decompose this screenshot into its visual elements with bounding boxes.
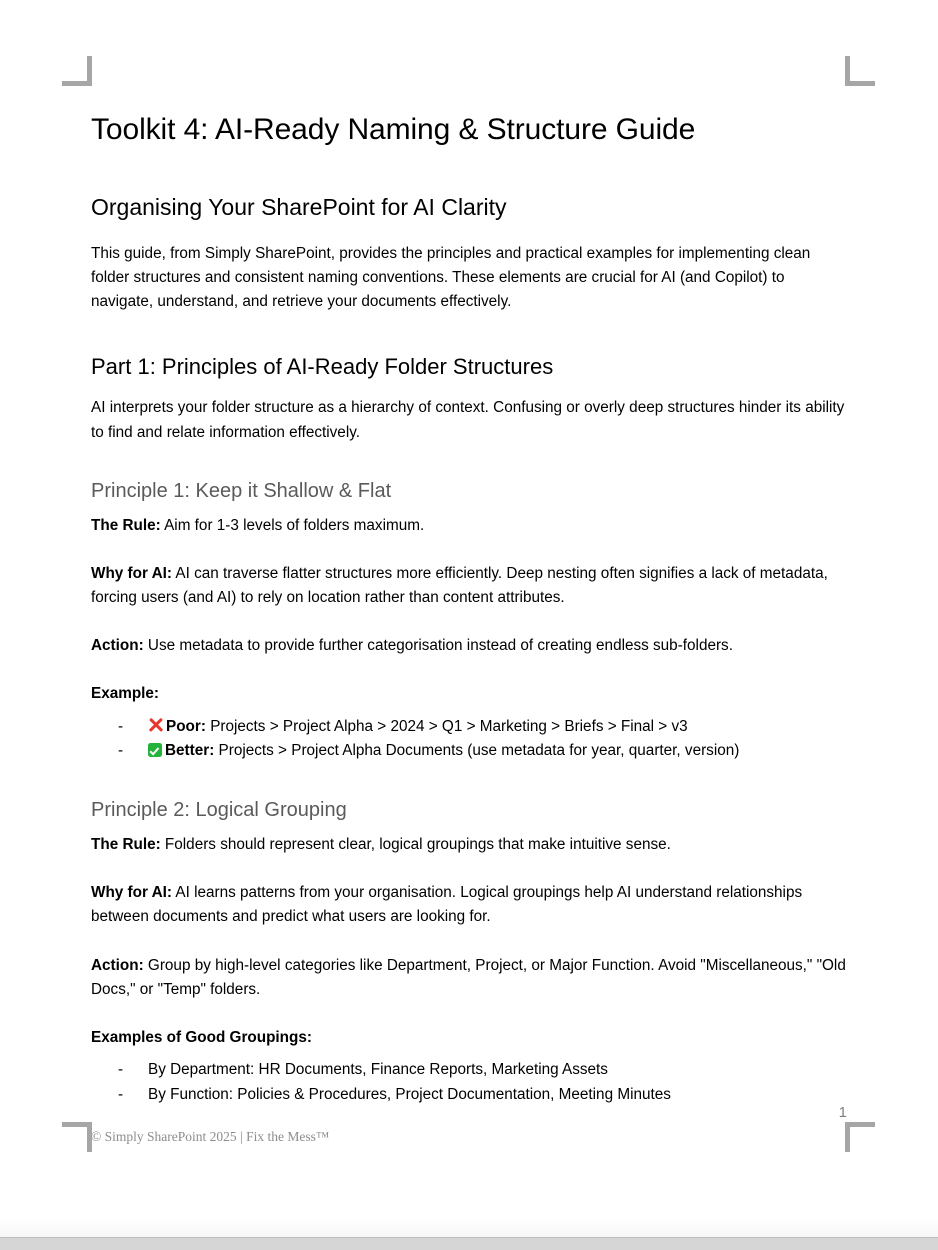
check-mark-button-icon bbox=[148, 743, 162, 757]
document-subtitle: Organising Your SharePoint for AI Clarity bbox=[91, 194, 507, 220]
bullet-text: By Function: Policies & Procedures, Project Documentation, Meeting Minutes bbox=[148, 1085, 671, 1103]
part-1-intro: AI interprets your folder structure as a hierarchy of context. Confusing or overly deep structures hinder its ability to find and relate information effectively. bbox=[91, 399, 845, 441]
part-1-heading: Part 1: Principles of AI-Ready Folder Structures bbox=[91, 354, 554, 380]
principle-1-action bbox=[91, 634, 847, 658]
crop-mark-bottom-right-icon bbox=[845, 1122, 875, 1152]
bullet-text: Projects > Project Alpha > 2024 > Q1 > Marketing > Briefs > Final > v3 bbox=[205, 717, 688, 735]
action-label: Action: bbox=[91, 956, 144, 974]
list-item bbox=[91, 739, 847, 764]
principle-2-rule bbox=[91, 833, 847, 857]
list-item bbox=[91, 715, 847, 740]
page-title: Toolkit 4: AI-Ready Naming & Structure Guide bbox=[91, 113, 696, 146]
principle-1-example-label: Example: bbox=[91, 685, 160, 703]
principle-1-rule bbox=[91, 514, 847, 538]
rule-label: The Rule: bbox=[91, 836, 161, 854]
page-number: 1 bbox=[838, 1104, 847, 1121]
list-item bbox=[91, 1058, 847, 1083]
action-text: Group by high-level categories like Department, Project, or Major Function. Avoid "Miscellaneous," "Old Docs," or "Temp" folders. bbox=[91, 956, 846, 998]
why-text: AI can traverse flatter structures more efficiently. Deep nesting often signifies a lack of metadata, forcing users (and AI) to rely on location rather than content attributes. bbox=[91, 564, 828, 607]
bullet-label: Poor: bbox=[166, 717, 206, 735]
bullet-text: By Department: HR Documents, Finance Reports, Marketing Assets bbox=[148, 1061, 608, 1079]
crop-mark-bottom-left-icon bbox=[62, 1122, 92, 1152]
principle-1-example-list bbox=[91, 715, 847, 765]
principle-2-action bbox=[91, 954, 847, 1002]
action-text: Use metadata to provide further categorisation instead of creating endless sub-folders. bbox=[143, 637, 733, 655]
action-label: Action: bbox=[91, 637, 144, 655]
intro-paragraph: This guide, from Simply SharePoint, provides the principles and practical examples for implementing clean folder structures and consistent naming conventions. These elements are crucial for AI (and Copilot) to navigate, understand, and retrieve your documents effectively. bbox=[91, 244, 811, 310]
viewer-page-fade bbox=[0, 1196, 938, 1237]
principle-2-heading: Principle 2: Logical Grouping bbox=[91, 799, 347, 822]
principle-2-example-list bbox=[91, 1058, 847, 1108]
document-content bbox=[91, 112, 847, 1108]
rule-label: The Rule: bbox=[91, 516, 161, 534]
rule-text: Aim for 1-3 levels of folders maximum. bbox=[160, 516, 425, 534]
cross-mark-icon bbox=[148, 718, 163, 733]
list-dash: - bbox=[118, 742, 124, 760]
principle-2-examples-label: Examples of Good Groupings: bbox=[91, 1028, 312, 1046]
footer-copyright: © Simply SharePoint 2025 | Fix the Mess™ bbox=[91, 1129, 330, 1144]
list-dash: - bbox=[118, 1061, 124, 1079]
bullet-text: Projects > Project Alpha Documents (use metadata for year, quarter, version) bbox=[214, 742, 740, 760]
list-dash: - bbox=[118, 1085, 124, 1103]
principle-1-why bbox=[91, 562, 847, 610]
list-dash: - bbox=[118, 717, 124, 735]
viewer-bottom-bar[interactable] bbox=[0, 1237, 938, 1250]
rule-text: Folders should represent clear, logical groupings that make intuitive sense. bbox=[160, 836, 671, 854]
bullet-label: Better: bbox=[165, 742, 215, 760]
principle-1-heading: Principle 1: Keep it Shallow & Flat bbox=[91, 479, 392, 502]
crop-mark-top-right-icon bbox=[845, 56, 875, 86]
crop-mark-top-left-icon bbox=[62, 56, 92, 86]
principle-2-why bbox=[91, 881, 847, 929]
why-label: Why for AI: bbox=[91, 884, 173, 902]
why-text: AI learns patterns from your organisation. Logical groupings help AI understand relationships between documents and predict what users are looking for. bbox=[91, 884, 803, 926]
why-label: Why for AI: bbox=[91, 564, 173, 582]
